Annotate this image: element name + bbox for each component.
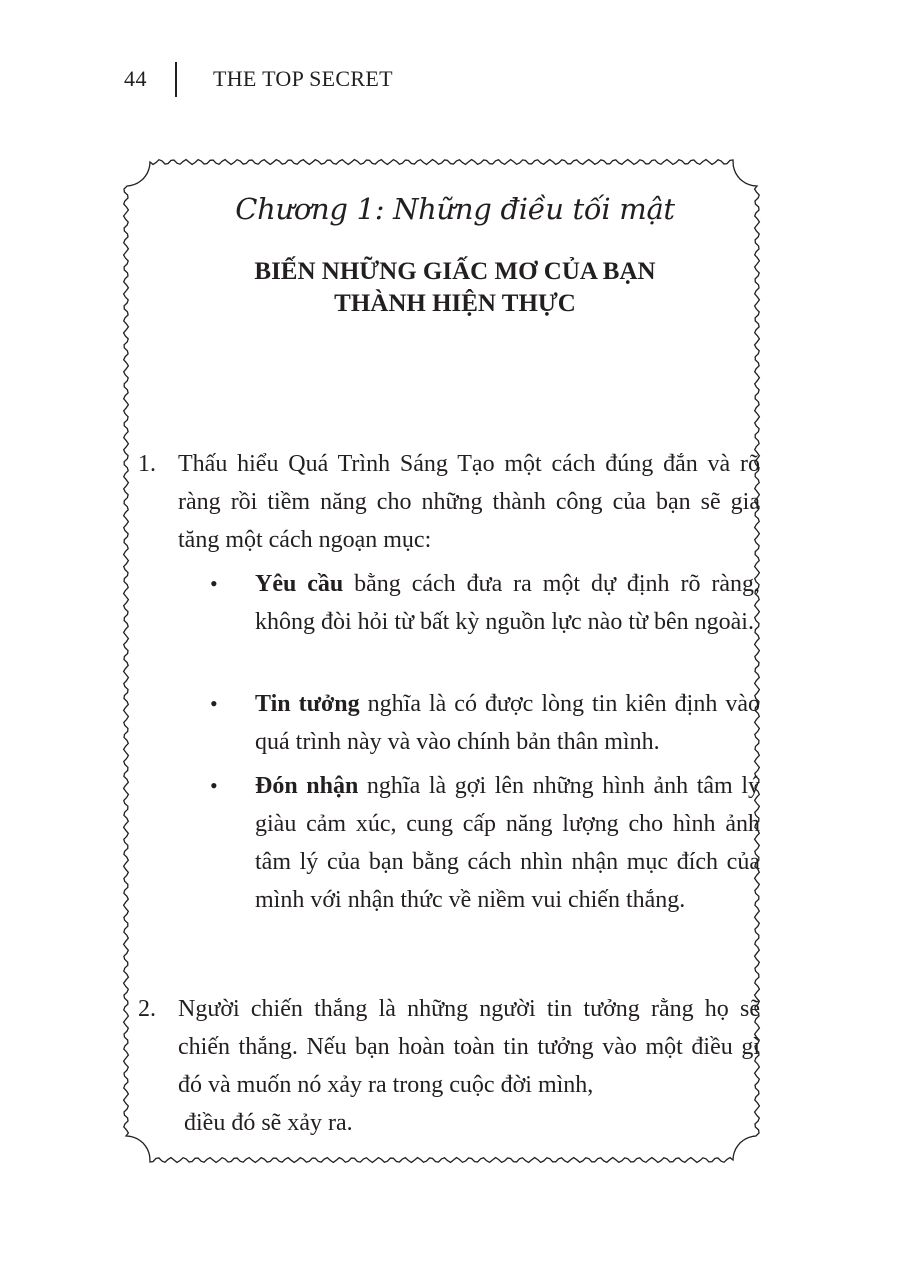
header-divider xyxy=(175,62,177,97)
chapter-heading-line-2: THÀNH HIỆN THỰC xyxy=(334,290,576,317)
bullet-term: Yêu cầu xyxy=(255,571,344,597)
list-item-number: 1. xyxy=(138,451,156,477)
book-title: THE TOP SECRET xyxy=(213,66,393,91)
chapter-heading-line-1: BIẾN NHỮNG GIẤC MƠ CỦA BẠN xyxy=(254,258,656,285)
page-number: 44 xyxy=(124,66,147,91)
bullet-item-believe xyxy=(210,685,760,761)
bullet-term: Đón nhận xyxy=(255,773,359,799)
bullet-body: nghĩa là có được lòng tin kiên định vào quá trình này và vào chính bản thân mình. xyxy=(255,691,760,755)
bullet-text xyxy=(255,767,760,919)
list-item-text: Người chiến thắng là những người tin tưởng rằng họ sẽ chiến thắng. Nếu bạn hoàn toàn tin tưởng vào một điều gì đó và muốn nó xảy ra trong cuộc đời mình, xyxy=(178,996,760,1098)
list-item-1 xyxy=(138,445,760,559)
running-header xyxy=(0,62,910,102)
list-item-number: 2. xyxy=(138,996,156,1022)
bullet-term: Tin tưởng xyxy=(255,691,360,717)
bullet-dot: • xyxy=(210,773,218,798)
chapter-heading xyxy=(0,256,910,320)
list-item-text-last-line: điều đó sẽ xảy ra. xyxy=(184,1110,353,1136)
bullet-item-request xyxy=(210,565,760,641)
bullet-body: nghĩa là gợi lên những hình ảnh tâm lý giàu cảm xúc, cung cấp năng lượng cho hình ảnh tâm lý của bạn bằng cách nhìn nhận mục đích của mình với nhận thức về niềm vui chiến thắng. xyxy=(255,773,760,913)
chapter-title: Chương 1: Những điều tối mật xyxy=(235,192,675,226)
bullet-text xyxy=(255,685,760,761)
list-item-2 xyxy=(138,990,760,1142)
bullet-body: bằng cách đưa ra một dự định rõ ràng, không đòi hỏi từ bất kỳ nguồn lực nào từ bên ngoài. xyxy=(255,571,760,635)
bullet-item-receive xyxy=(210,767,760,919)
list-item-text: Thấu hiểu Quá Trình Sáng Tạo một cách đúng đắn và rõ ràng rồi tiềm năng cho những thành công của bạn sẽ gia tăng một cách ngoạn mục: xyxy=(178,451,760,553)
bullet-dot: • xyxy=(210,571,218,596)
bullet-dot: • xyxy=(210,691,218,716)
bullet-text xyxy=(255,565,760,641)
